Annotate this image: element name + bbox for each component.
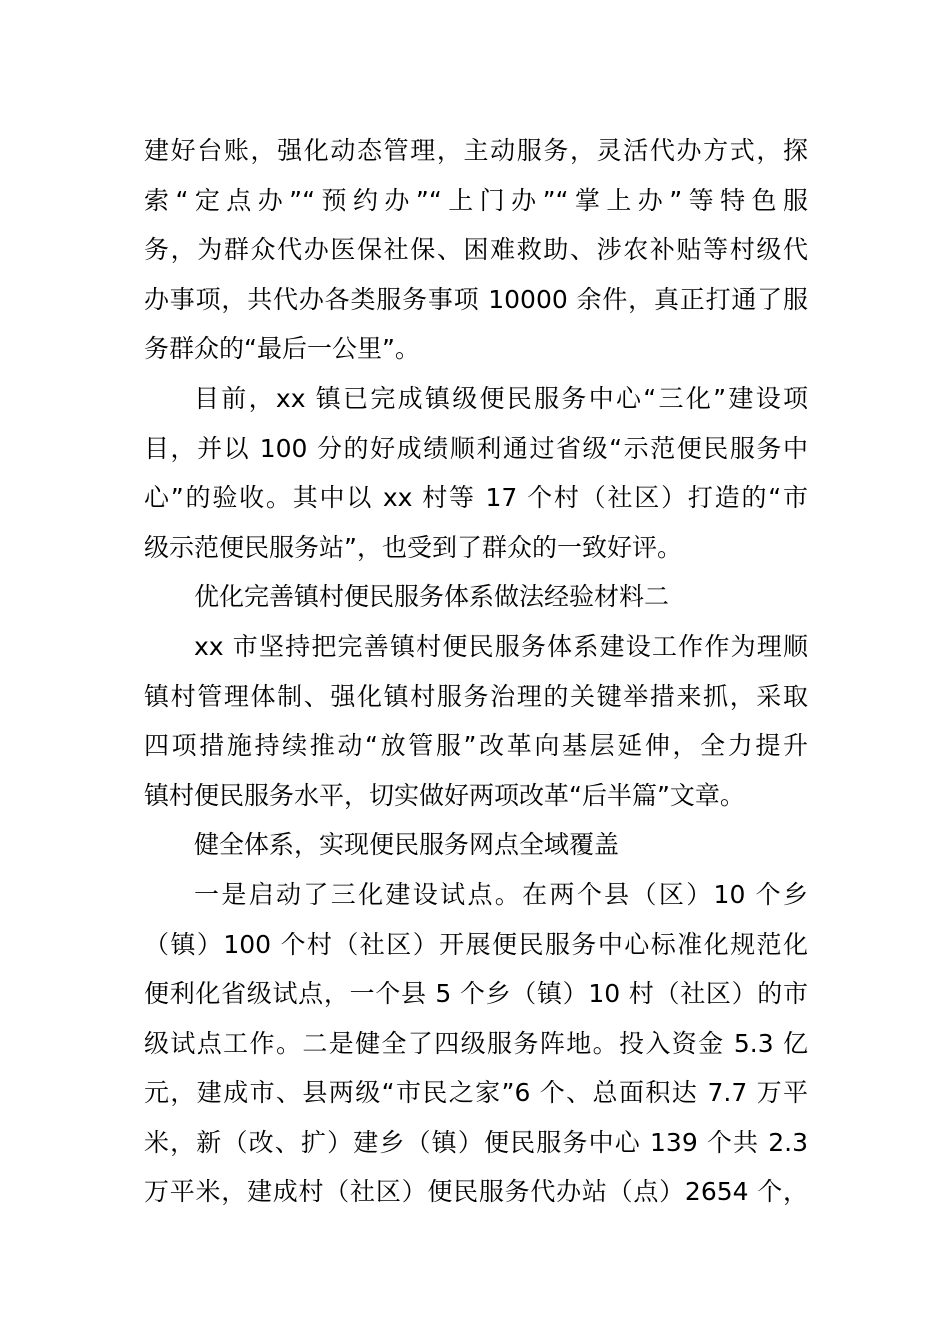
text-line: 镇村管理体制、强化镇村服务治理的关键举措来抓，采取 [144,681,808,711]
text-line: 优化完善镇村便民服务体系做法经验材料二 [194,582,670,612]
text-line: 索“定点办”“预约办”“上门办”“掌上办”等特色服 [144,185,808,215]
text-line: 建好台账，强化动态管理，主动服务，灵活代办方式，探 [144,136,808,165]
text-line: 务群众的“最后一公里”。 [144,334,420,364]
text-line: 元，建成市、县两级“市民之家”6 个、总面积达 7.7 万平 [144,1078,808,1108]
text-line: 务，为群众代办医保社保、困难救助、涉农补贴等村级代 [144,235,808,265]
document-body [144,126,808,1217]
text-line: （镇）100 个村（社区）开展便民服务中心标准化规范化 [144,929,808,959]
text-line: 一是启动了三化建设试点。在两个县（区）10 个乡 [194,879,808,909]
text-line: 目，并以 100 分的好成绩顺利通过省级“示范便民服务中 [144,433,808,463]
text-line: xx 市坚持把完善镇村便民服务体系建设工作作为理顺 [194,631,808,661]
text-line: 米，新（改、扩）建乡（镇）便民服务中心 139 个共 2.3 [144,1127,808,1157]
text-line: 万平米，建成村（社区）便民服务代办站（点）2654 个， [144,1177,808,1207]
text-line: 目前，xx 镇已完成镇级便民服务中心“三化”建设项 [194,383,808,413]
text-line: 办事项，共代办各类服务事项 10000 余件，真正打通了服 [144,284,808,314]
text-line: 便利化省级试点，一个县 5 个乡（镇）10 村（社区）的市 [144,979,808,1009]
text-line: 健全体系，实现便民服务网点全域覆盖 [194,830,620,860]
text-line: 镇村便民服务水平，切实做好两项改革“后半篇”文章。 [144,780,745,810]
text-line: 心”的验收。其中以 xx 村等 17 个村（社区）打造的“市 [144,483,808,513]
text-line: 级示范便民服务站”，也受到了群众的一致好评。 [144,532,682,562]
text-line: 四项措施持续推动“放管服”改革向基层延伸，全力提升 [144,731,808,761]
text-line: 级试点工作。二是健全了四级服务阵地。投入资金 5.3 亿 [144,1028,808,1058]
